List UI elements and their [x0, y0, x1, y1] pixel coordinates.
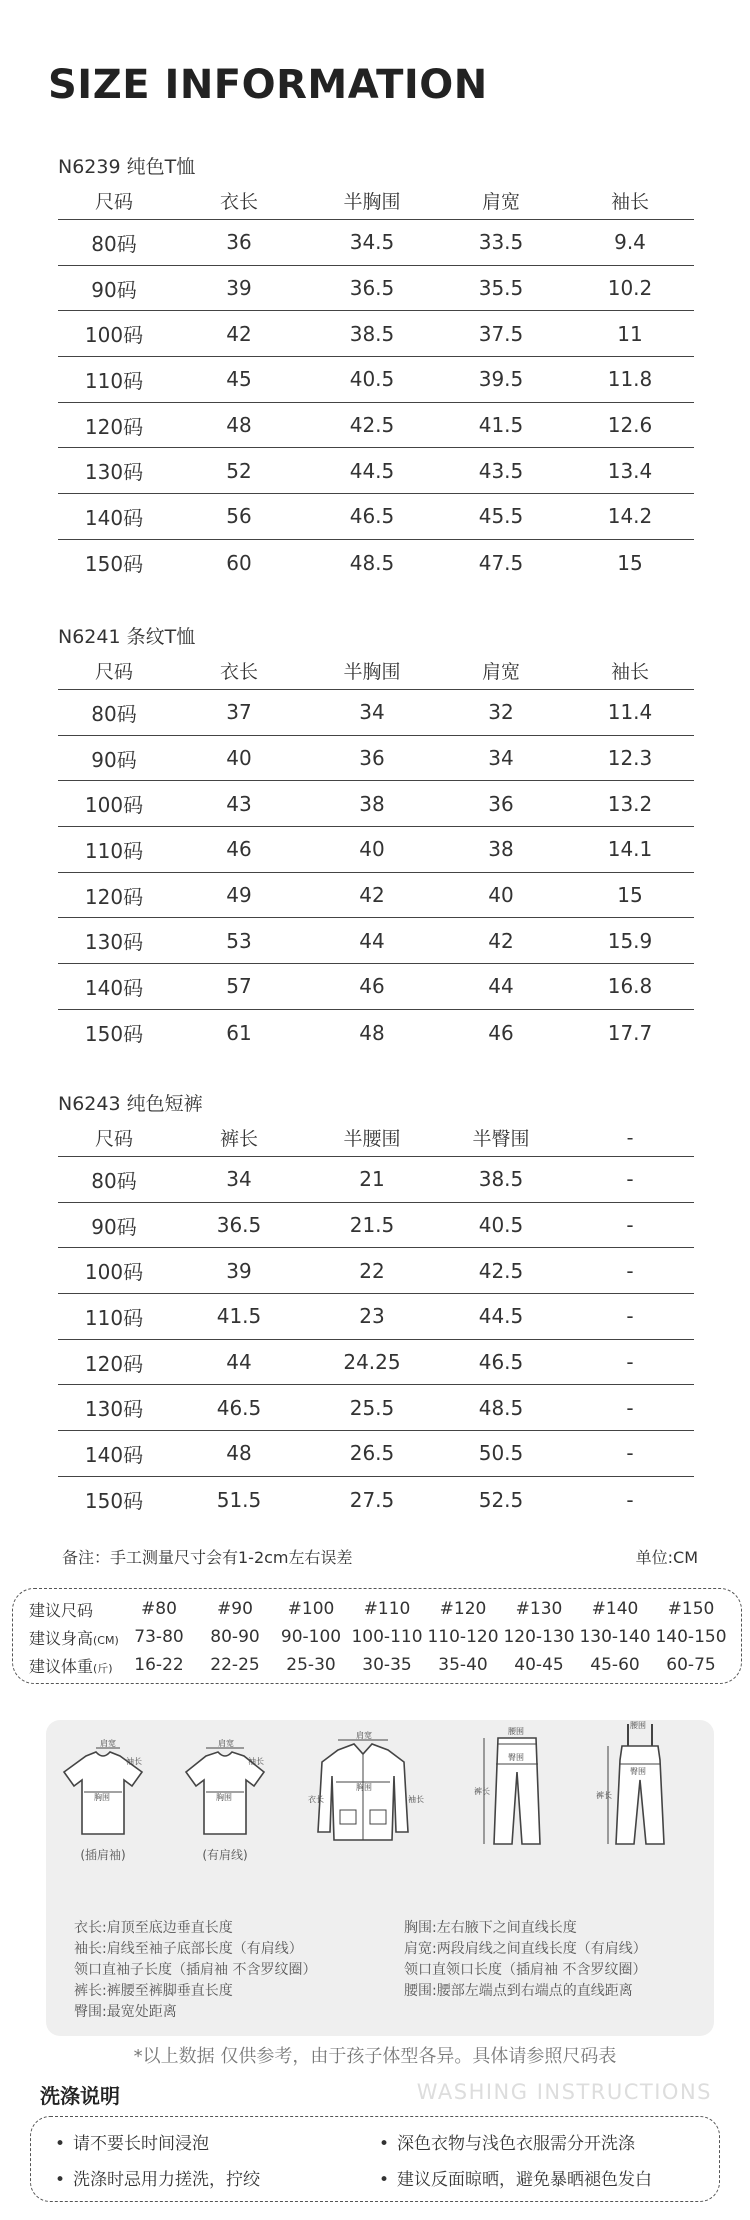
table-title: N6241 条纹T恤 [58, 626, 196, 648]
figure-label: 腰围 [508, 1727, 524, 1736]
recommend-size-value: #130 [515, 1599, 563, 1619]
table-cell: 90码 [91, 747, 137, 772]
recommend-weight-value: 40-45 [514, 1655, 564, 1675]
recommend-size-box [12, 1588, 742, 1684]
table-cell: 44.5 [478, 1304, 524, 1329]
table-cell: 35.5 [478, 276, 524, 301]
table-cell: 11.4 [607, 700, 653, 725]
table-cell: 42 [226, 321, 252, 346]
figure-label: 袖长 [408, 1795, 424, 1804]
table-cell: 9.4 [614, 230, 646, 255]
table-cell: 53 [226, 928, 252, 953]
table-cell: 36 [488, 791, 514, 816]
wash-item: • 请不要长时间浸泡 [55, 2129, 209, 2154]
table-cell: 15 [617, 550, 643, 575]
recommend-size-value: #120 [439, 1599, 487, 1619]
header-cell: 尺码 [94, 1128, 133, 1150]
table-row [58, 736, 694, 782]
recommend-size-value: #150 [667, 1599, 715, 1619]
measurement-definition: 领口直领口长度（插肩袖 不含罗纹圈） [404, 1962, 647, 1978]
table-cell: - [626, 1258, 634, 1283]
table-cell: 36.5 [216, 1213, 262, 1238]
table-body [58, 1157, 694, 1523]
table-cell: 36.5 [349, 276, 395, 301]
table-body [58, 690, 694, 1056]
measurement-definition: 臀围:最宽处距离 [74, 2004, 177, 2020]
table-cell: 48 [359, 1020, 385, 1045]
table-row [58, 690, 694, 736]
figure-label: 袖长 [126, 1757, 142, 1766]
table-cell: 38.5 [478, 1167, 524, 1192]
table-cell: 150码 [84, 1489, 144, 1514]
table-cell: 130码 [84, 930, 144, 955]
jacket-figure [308, 1731, 424, 1848]
measurement-definition: 袖长:肩线至袖子底部长度（有肩线） [74, 1941, 303, 1957]
wash-instructions-box [30, 2116, 720, 2202]
recommend-size-value: #140 [591, 1599, 639, 1619]
raglan-tee-figure [60, 1739, 146, 1863]
recommend-size-value: #110 [363, 1599, 411, 1619]
table-cell: 42.5 [349, 413, 395, 438]
size-table-n6241 [58, 622, 694, 1056]
table-cell: 42 [488, 928, 514, 953]
pants-figure [474, 1724, 554, 1848]
table-cell: 16.8 [607, 974, 653, 999]
table-cell: 46.5 [478, 1350, 524, 1375]
table-cell: 100码 [84, 793, 144, 818]
table-cell: 17.7 [607, 1020, 653, 1045]
table-cell: 41.5 [478, 413, 524, 438]
measurement-definitions-right [404, 1918, 647, 2002]
table-cell: 38.5 [349, 321, 395, 346]
table-cell: 25.5 [349, 1395, 395, 1420]
figure-label: 胸围 [356, 1783, 372, 1792]
recommend-height-value: 73-80 [134, 1627, 184, 1647]
table-row [58, 1010, 694, 1056]
table-cell: - [626, 1395, 634, 1420]
table-cell: 60 [226, 550, 252, 575]
table-row [58, 448, 694, 494]
table-title: N6243 纯色短裤 [58, 1093, 203, 1115]
table-row [58, 827, 694, 873]
table-cell: 13.2 [607, 791, 653, 816]
recommend-size-value: #100 [287, 1599, 335, 1619]
recommend-height-value: 110-120 [427, 1627, 499, 1647]
table-row [58, 1385, 694, 1431]
recommend-height-value: 100-110 [351, 1627, 423, 1647]
wash-item: • 洗涤时忌用力搓洗，拧绞 [55, 2165, 260, 2190]
table-cell: 140码 [84, 505, 144, 530]
page-title: SIZE INFORMATION [48, 62, 488, 108]
table-cell: 52 [226, 458, 252, 483]
header-cell: 袖长 [610, 191, 649, 213]
table-cell: 110码 [84, 1305, 144, 1330]
table-cell: 34 [226, 1167, 252, 1192]
header-cell: 半胸围 [343, 661, 401, 683]
figure-label: 肩宽 [356, 1731, 372, 1740]
table-row [58, 403, 694, 449]
recommend-weight-label: 建议体重(斤) [29, 1656, 113, 1676]
table-cell: 33.5 [478, 230, 524, 255]
table-row [58, 1431, 694, 1477]
table-cell: 130码 [84, 1397, 144, 1422]
recommend-height-value: 90-100 [280, 1627, 342, 1647]
table-cell: 46 [359, 974, 385, 999]
table-cell: 48.5 [349, 550, 395, 575]
table-row [58, 873, 694, 919]
table-row [58, 964, 694, 1010]
header-cell: 衣长 [219, 661, 258, 683]
table-cell: 100码 [84, 1260, 144, 1285]
figure-label: 裤长 [596, 1791, 612, 1800]
recommend-weight-value: 45-60 [590, 1655, 640, 1675]
table-row [58, 918, 694, 964]
figure-label: 臀围 [508, 1753, 524, 1762]
table-cell: 10.2 [607, 276, 653, 301]
table-cell: 38 [488, 837, 514, 862]
shoulder-seam-tee-figure [182, 1739, 268, 1863]
header-cell: 半胸围 [343, 191, 401, 213]
table-cell: 45 [226, 367, 252, 392]
table-cell: 80码 [91, 701, 137, 726]
wash-item: • 建议反面晾晒，避免暴晒褪色发白 [379, 2165, 652, 2190]
size-table-n6239 [58, 152, 694, 586]
recommend-weight-value: 60-75 [666, 1655, 716, 1675]
table-cell: 120码 [84, 1351, 144, 1376]
figure-caption: (插肩袖) [80, 1848, 126, 1862]
recommend-weight-value: 25-30 [286, 1655, 336, 1675]
recommend-height-value: 120-130 [503, 1627, 575, 1647]
table-cell: 130码 [84, 460, 144, 485]
table-cell: 39.5 [478, 367, 524, 392]
header-cell: 半臀围 [472, 1128, 530, 1150]
measurement-definition: 肩宽:两段肩线之间直线长度（有肩线） [404, 1941, 647, 1957]
measurement-definition: 胸围:左右腋下之间直线长度 [404, 1920, 577, 1936]
table-cell: 46 [488, 1020, 514, 1045]
table-cell: 43.5 [478, 458, 524, 483]
figure-label: 衣长 [308, 1795, 324, 1804]
size-table-n6243 [58, 1089, 694, 1523]
table-cell: 34 [359, 700, 385, 725]
measurement-definition: 裤长:裤腰至裤脚垂直长度 [74, 1983, 233, 1999]
table-cell: 100码 [84, 323, 144, 348]
table-cell: 46 [226, 837, 252, 862]
table-cell: 44 [226, 1350, 252, 1375]
measurement-definitions-left [74, 1918, 316, 2023]
table-cell: 27.5 [349, 1487, 395, 1512]
wash-item: • 深色衣物与浅色衣服需分开洗涤 [379, 2129, 635, 2154]
table-cell: 36 [226, 230, 252, 255]
table-header [58, 182, 694, 220]
table-cell: 120码 [84, 884, 144, 909]
table-row [58, 311, 694, 357]
table-header [58, 652, 694, 690]
table-cell: 48.5 [478, 1395, 524, 1420]
table-cell: 48 [226, 413, 252, 438]
table-cell: 39 [226, 1258, 252, 1283]
figure-label: 胸围 [216, 1793, 232, 1802]
table-cell: 150码 [84, 1022, 144, 1047]
table-cell: 49 [226, 883, 252, 908]
table-cell: 14.2 [607, 504, 653, 529]
table-cell: 34 [488, 746, 514, 771]
table-cell: - [626, 1487, 634, 1512]
table-header [58, 1119, 694, 1157]
table-cell: - [626, 1213, 634, 1238]
figure-label: 腰围 [630, 1721, 646, 1730]
table-row [58, 540, 694, 586]
table-cell: 13.4 [607, 458, 653, 483]
table-row [58, 1248, 694, 1294]
table-cell: 61 [226, 1020, 252, 1045]
table-cell: 12.3 [607, 746, 653, 771]
table-cell: 47.5 [478, 550, 524, 575]
header-cell: 半腰围 [343, 1128, 401, 1150]
table-cell: 36 [359, 746, 385, 771]
recommend-weight-value: 16-22 [134, 1655, 184, 1675]
table-cell: 21 [359, 1167, 385, 1192]
recommend-size-value: #90 [217, 1599, 253, 1619]
recommend-size-value: #80 [141, 1599, 177, 1619]
recommend-weight-value: 22-25 [210, 1655, 260, 1675]
table-cell: 140码 [84, 975, 144, 1000]
recommend-height-value: 80-90 [210, 1627, 260, 1647]
recommend-weight-row [21, 1651, 733, 1679]
table-row [58, 1203, 694, 1249]
table-cell: - [626, 1167, 634, 1192]
figure-label: 臀围 [630, 1767, 646, 1776]
table-row [58, 266, 694, 312]
table-cell: 21.5 [349, 1213, 395, 1238]
figure-label: 肩宽 [100, 1739, 116, 1748]
recommend-size-row [21, 1595, 733, 1623]
table-cell: 24.25 [343, 1350, 401, 1375]
table-cell: 52.5 [478, 1487, 524, 1512]
table-cell: 41.5 [216, 1304, 262, 1329]
table-cell: 40.5 [349, 367, 395, 392]
wash-title: 洗涤说明 [40, 2084, 120, 2108]
recommend-weight-value: 30-35 [362, 1655, 412, 1675]
measurement-definition: 衣长:肩顶至底边垂直长度 [74, 1920, 233, 1936]
figure-label: 肩宽 [218, 1739, 234, 1748]
table-cell: 38 [359, 791, 385, 816]
table-row [58, 357, 694, 403]
table-cell: 90码 [91, 277, 137, 302]
header-cell: 肩宽 [481, 661, 520, 683]
table-cell: 34.5 [349, 230, 395, 255]
figure-caption: (有肩线) [202, 1848, 248, 1862]
table-row [58, 1294, 694, 1340]
table-cell: 140码 [84, 1442, 144, 1467]
figure-label: 袖长 [248, 1757, 264, 1766]
measurement-definition: 腰围:腰部左端点到右端点的直线距离 [404, 1983, 633, 1999]
table-row [58, 1477, 694, 1523]
table-cell: 46.5 [216, 1395, 262, 1420]
table-cell: 37 [226, 700, 252, 725]
table-cell: 42 [359, 883, 385, 908]
table-cell: 14.1 [607, 837, 653, 862]
table-cell: 90码 [91, 1214, 137, 1239]
table-cell: 40.5 [478, 1213, 524, 1238]
table-cell: 32 [488, 700, 514, 725]
table-cell: 22 [359, 1258, 385, 1283]
table-cell: 42.5 [478, 1258, 524, 1283]
table-cell: 12.6 [607, 413, 653, 438]
header-cell: - [626, 1126, 634, 1149]
table-cell: - [626, 1304, 634, 1329]
table-cell: - [626, 1350, 634, 1375]
table-cell: 110码 [84, 368, 144, 393]
recommend-height-value: 140-150 [655, 1627, 727, 1647]
table-cell: 80码 [91, 1168, 137, 1193]
recommend-height-row [21, 1623, 733, 1651]
table-cell: 15 [617, 883, 643, 908]
table-cell: 23 [359, 1304, 385, 1329]
table-cell: - [626, 1441, 634, 1466]
measurement-definition: 领口直袖子长度（插肩袖 不含罗纹圈） [74, 1962, 317, 1978]
figure-label: 胸围 [94, 1793, 110, 1802]
recommend-height-label: 建议身高(CM) [29, 1628, 119, 1648]
table-cell: 44 [488, 974, 514, 999]
table-row [58, 1157, 694, 1203]
table-row [58, 494, 694, 540]
table-cell: 26.5 [349, 1441, 395, 1466]
table-cell: 120码 [84, 414, 144, 439]
table-cell: 48 [226, 1441, 252, 1466]
table-cell: 46.5 [349, 504, 395, 529]
recommend-height-value: 130-140 [579, 1627, 651, 1647]
table-cell: 37.5 [478, 321, 524, 346]
table-cell: 44.5 [349, 458, 395, 483]
table-row [58, 1340, 694, 1386]
table-row [58, 220, 694, 266]
table-body [58, 220, 694, 586]
measurement-note: 备注：手工测量尺寸会有1-2cm左右误差 [62, 1548, 353, 1567]
table-cell: 150码 [84, 552, 144, 577]
table-cell: 11 [617, 321, 643, 346]
header-cell: 尺码 [94, 191, 133, 213]
header-cell: 袖长 [610, 661, 649, 683]
table-cell: 57 [226, 974, 252, 999]
table-cell: 39 [226, 276, 252, 301]
table-cell: 50.5 [478, 1441, 524, 1466]
table-cell: 40 [226, 746, 252, 771]
figure-label: 裤长 [474, 1787, 490, 1796]
header-cell: 衣长 [219, 191, 258, 213]
table-cell: 51.5 [216, 1487, 262, 1512]
table-cell: 40 [359, 837, 385, 862]
table-cell: 110码 [84, 838, 144, 863]
header-cell: 裤长 [219, 1128, 258, 1150]
table-cell: 43 [226, 791, 252, 816]
recommend-size-label: 建议尺码 [29, 1600, 94, 1620]
wash-title-en: WASHING INSTRUCTIONS [416, 2080, 712, 2104]
measurement-guide [46, 1720, 714, 2036]
table-cell: 45.5 [478, 504, 524, 529]
recommend-weight-value: 35-40 [438, 1655, 488, 1675]
header-cell: 尺码 [94, 661, 133, 683]
table-cell: 80码 [91, 231, 137, 256]
table-title: N6239 纯色T恤 [58, 156, 196, 178]
table-cell: 56 [226, 504, 252, 529]
table-row [58, 781, 694, 827]
table-cell: 15.9 [607, 928, 653, 953]
header-cell: 肩宽 [481, 191, 520, 213]
table-cell: 11.8 [607, 367, 653, 392]
disclaimer: *以上数据 仅供参考，由于孩子体型各异。具体请参照尺码表 [133, 2046, 617, 2067]
unit-label: 单位:CM [635, 1548, 698, 1567]
table-cell: 44 [359, 928, 385, 953]
overalls-figure [594, 1720, 684, 1848]
table-cell: 40 [488, 883, 514, 908]
